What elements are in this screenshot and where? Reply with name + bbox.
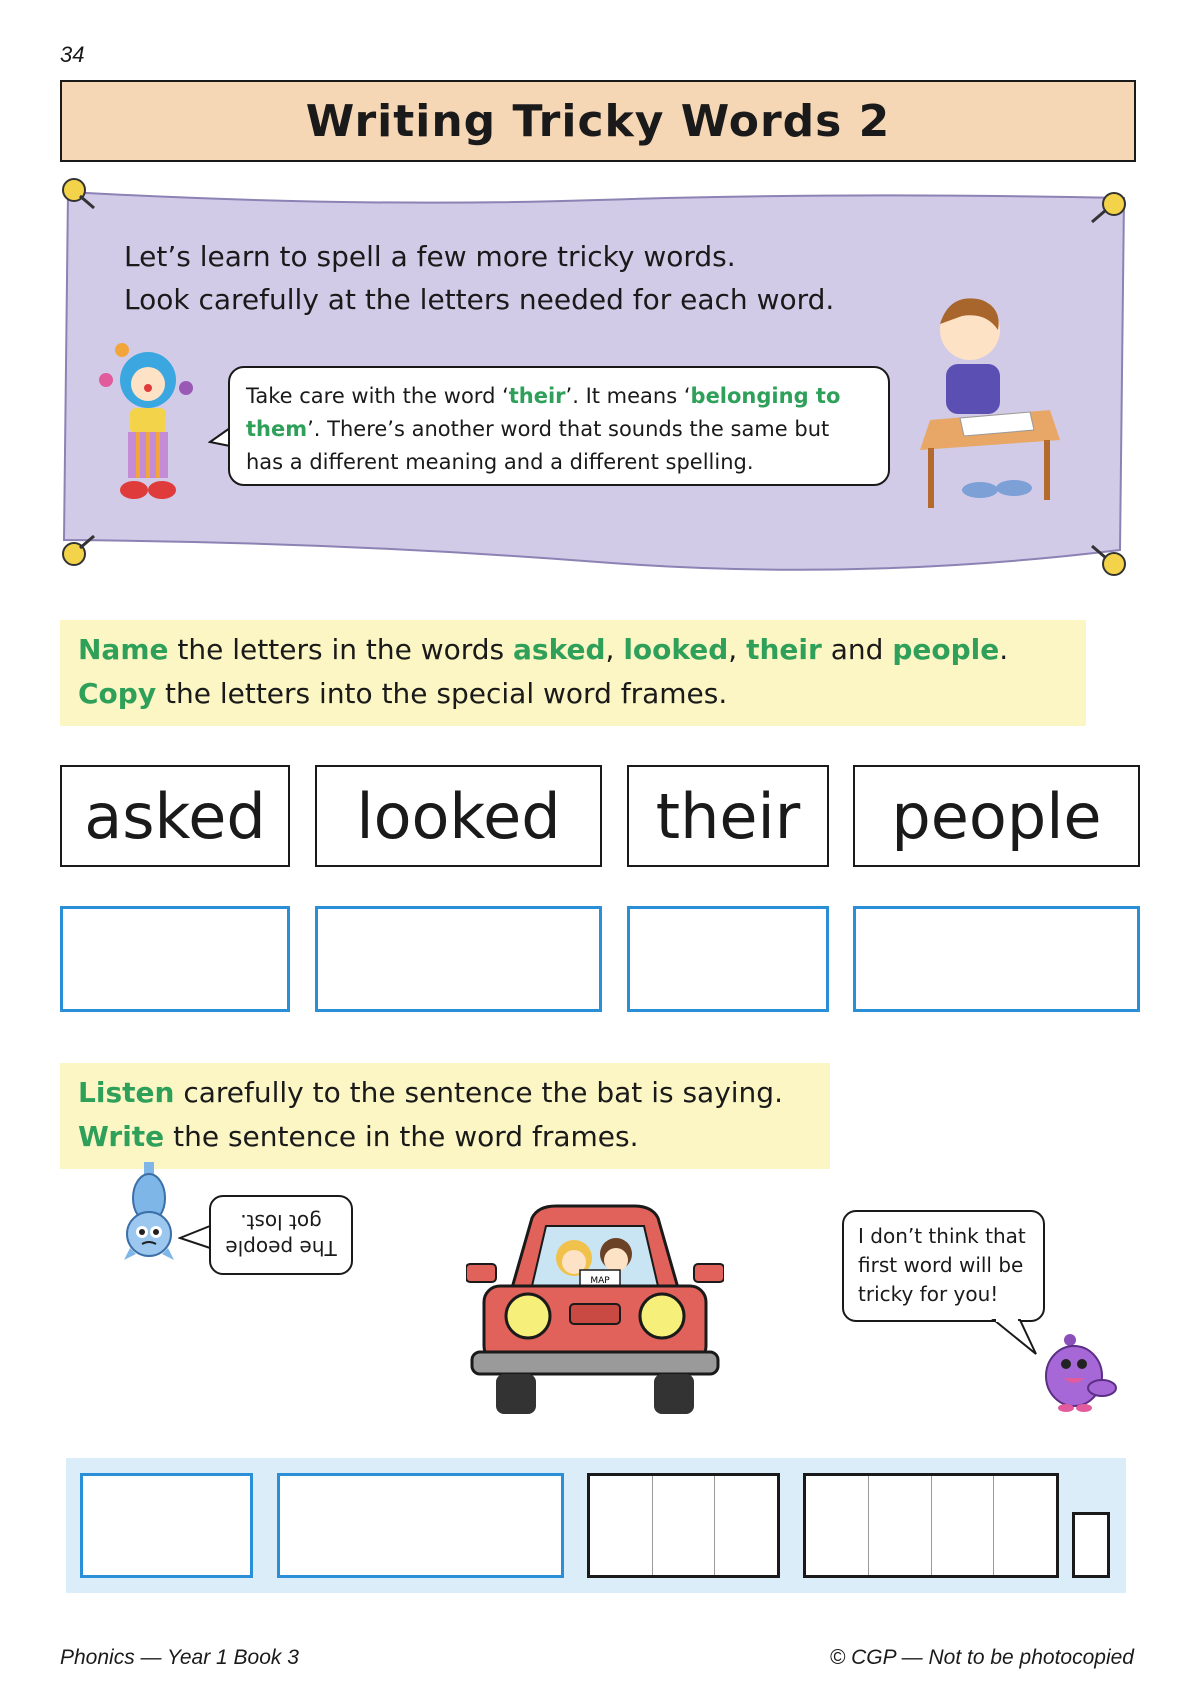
word-box-asked: asked	[60, 765, 290, 867]
tip-text: ’. There’s another word that sounds the same but has a different meaning and a different spelling.	[246, 417, 830, 474]
instruction-text: the letters into the special word frames.	[156, 677, 728, 710]
instruction-text: the letters in the words	[168, 633, 514, 666]
instruction-write-sentence	[60, 1063, 830, 1169]
answer-box-their[interactable]	[627, 906, 829, 1012]
pin-icon	[58, 530, 98, 570]
keyword-their: their	[746, 633, 822, 666]
tip-text: Take care with the word ‘	[246, 384, 509, 408]
letter-cell[interactable]	[590, 1476, 653, 1575]
keyword-asked: asked	[513, 633, 606, 666]
instruction-line	[78, 672, 1068, 716]
letter-cell[interactable]	[932, 1476, 995, 1575]
keyword-looked: looked	[623, 633, 729, 666]
separator: .	[999, 633, 1009, 666]
bird-speech-line: first word will be	[858, 1253, 1024, 1277]
intro-poster	[58, 190, 1134, 600]
car-illustration	[466, 1200, 724, 1418]
word-box-looked: looked	[315, 765, 602, 867]
letter-cell[interactable]	[715, 1476, 777, 1575]
pin-icon	[58, 174, 98, 214]
instruction-copy-letters	[60, 620, 1086, 726]
instruction-line	[78, 1071, 812, 1115]
answer-box-looked[interactable]	[315, 906, 602, 1012]
sentence-frame-word-4[interactable]	[803, 1473, 1059, 1578]
instruction-line	[78, 628, 1068, 672]
full-stop-frame[interactable]	[1072, 1512, 1110, 1578]
separator: ,	[728, 633, 747, 666]
bat-speech-line: got lost.	[240, 1210, 322, 1234]
answer-box-asked[interactable]	[60, 906, 290, 1012]
keyword-listen: Listen	[78, 1076, 175, 1109]
footer-right: © CGP — Not to be photocopied	[829, 1646, 1134, 1669]
instruction-text: the sentence in the word frames.	[164, 1120, 639, 1153]
clown-illustration	[88, 330, 208, 510]
map-label: MAP	[590, 1276, 610, 1286]
keyword-people: people	[892, 633, 1000, 666]
page-title: Writing Tricky Words 2	[305, 95, 891, 147]
bird-illustration	[1040, 1330, 1120, 1414]
word-box-their: their	[627, 765, 829, 867]
word-box-people: people	[853, 765, 1140, 867]
sentence-frame-word-2[interactable]	[277, 1473, 564, 1578]
boy-at-desk-illustration	[910, 290, 1070, 520]
letter-cell[interactable]	[653, 1476, 716, 1575]
page-number: 34	[60, 42, 85, 67]
keyword-copy: Copy	[78, 677, 157, 710]
tip-bubble	[228, 366, 890, 486]
letter-cell[interactable]	[869, 1476, 932, 1575]
bat-speech-line: The people	[225, 1236, 337, 1260]
footer-left: Phonics — Year 1 Book 3	[60, 1646, 299, 1669]
letter-cell[interactable]	[994, 1476, 1056, 1575]
title-banner	[60, 80, 1136, 162]
bird-speech-line: I don’t think that	[858, 1224, 1026, 1248]
tip-meaning: belonging to them	[246, 384, 841, 441]
bat-speech-bubble	[209, 1195, 353, 1275]
keyword-name: Name	[78, 633, 169, 666]
letter-cell[interactable]	[806, 1476, 869, 1575]
tip-keyword: their	[508, 384, 566, 408]
bird-speech-line: tricky for you!	[858, 1282, 999, 1306]
sentence-frame-word-1[interactable]	[80, 1473, 253, 1578]
separator: ,	[605, 633, 624, 666]
sentence-frame-word-3[interactable]	[587, 1473, 780, 1578]
intro-line-2: Look carefully at the letters needed for each word.	[124, 283, 835, 316]
speech-tail	[990, 1318, 1040, 1358]
instruction-line	[78, 1115, 812, 1159]
bird-speech-bubble	[842, 1210, 1045, 1322]
speech-tail	[178, 1222, 212, 1252]
intro-line-1: Let’s learn to spell a few more tricky words.	[124, 240, 736, 273]
bat-speech-upside-down	[211, 1197, 351, 1273]
keyword-write: Write	[78, 1120, 165, 1153]
tip-text: ’. It means ‘	[565, 384, 691, 408]
pin-icon	[1088, 540, 1128, 580]
separator: and	[821, 633, 893, 666]
instruction-text: carefully to the sentence the bat is saying.	[174, 1076, 783, 1109]
answer-box-people[interactable]	[853, 906, 1140, 1012]
pin-icon	[1088, 188, 1128, 228]
bat-illustration	[118, 1162, 180, 1262]
